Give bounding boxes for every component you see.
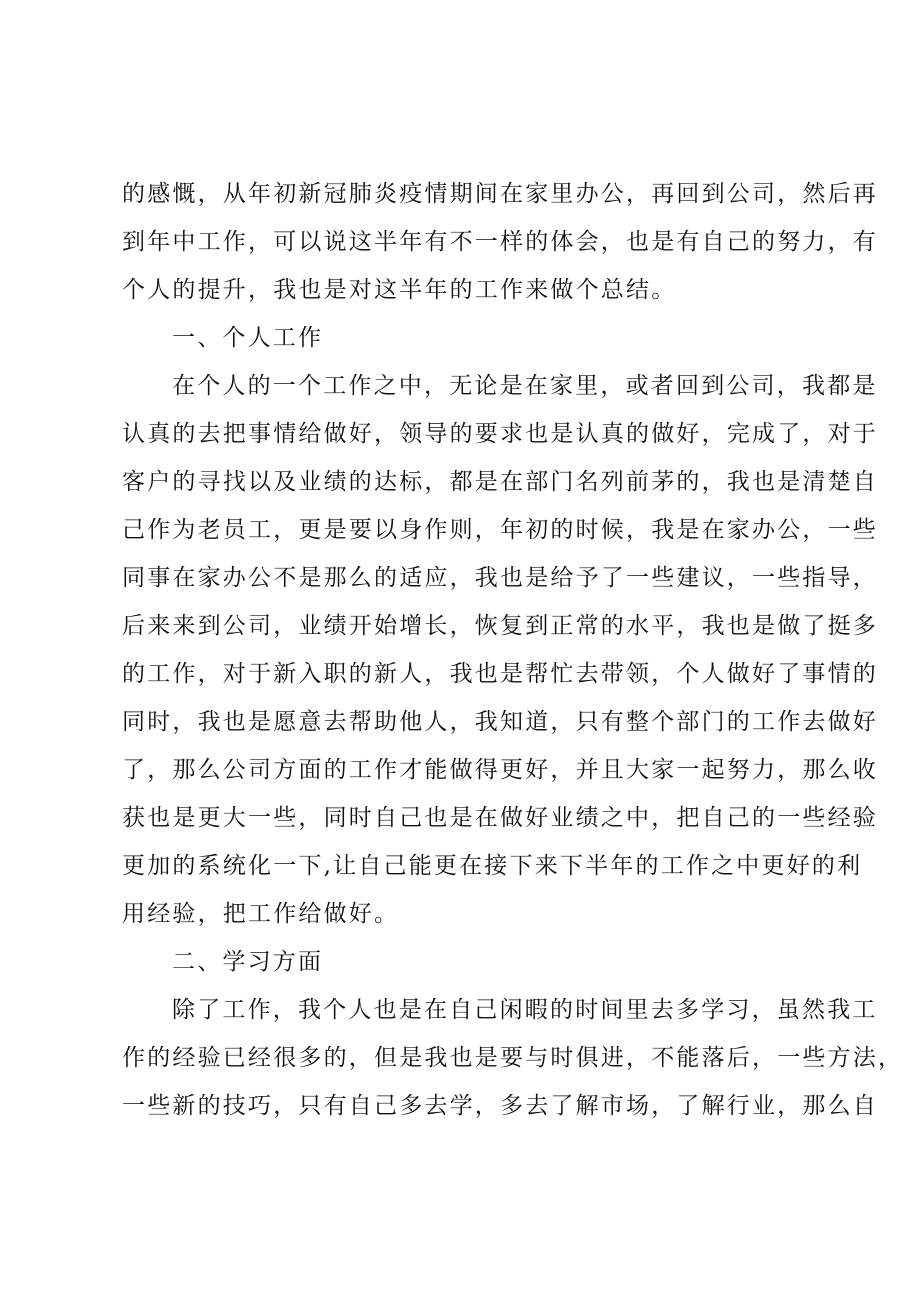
text-line: 同时，我也是愿意去帮助他人，我知道，只有整个部门的工作去做好 [122, 709, 878, 735]
text-line: 获也是更大一些，同时自己也是在做好业绩之中，把自己的一些经验 [122, 805, 878, 831]
text-line: 作的经验已经很多的，但是我也是要与时俱进，不能落后，一些方法， [122, 1045, 904, 1071]
paragraph-learning [122, 986, 904, 1130]
text-line: 更加的系统化一下,让自己能更在接下来下半年的工作之中更好的利 [122, 853, 863, 879]
document-body [122, 170, 904, 1130]
text-line: 一些新的技巧，只有自己多去学，多去了解市场，了解行业，那么自 [122, 1093, 878, 1119]
paragraph-personal-work [122, 362, 878, 938]
text-line: 到年中工作，可以说这半年有不一样的体会，也是有自己的努力，有 [122, 229, 878, 255]
text-line: 在个人的一个工作之中，无论是在家里，或者回到公司，我都是 [172, 373, 878, 399]
text-line: 了，那么公司方面的工作才能做得更好，并且大家一起努力，那么收 [122, 757, 878, 783]
text-line: 个人的提升，我也是对这半年的工作来做个总结。 [122, 277, 677, 303]
text-line: 客户的寻找以及业绩的达标，都是在部门名列前茅的，我也是清楚自 [122, 469, 878, 495]
text-line: 认真的去把事情给做好，领导的要求也是认真的做好，完成了，对于 [122, 421, 878, 447]
section-heading-personal-work: 一、个人工作 [172, 325, 324, 351]
section-heading-learning: 二、学习方面 [172, 949, 324, 975]
text-line: 的工作，对于新入职的新人，我也是帮忙去带领，个人做好了事情的 [122, 661, 878, 687]
paragraph-intro [122, 170, 878, 314]
text-line: 的感慨，从年初新冠肺炎疫情期间在家里办公，再回到公司，然后再 [122, 181, 878, 207]
text-line: 同事在家办公不是那么的适应，我也是给予了一些建议，一些指导， [122, 565, 878, 591]
text-line: 除了工作，我个人也是在自己闲暇的时间里去多学习，虽然我工 [172, 997, 878, 1023]
text-line: 己作为老员工，更是要以身作则，年初的时候，我是在家办公，一些 [122, 517, 878, 543]
text-line: 后来来到公司，业绩开始增长，恢复到正常的水平，我也是做了挺多 [122, 613, 878, 639]
text-line: 用经验，把工作给做好。 [122, 901, 400, 927]
